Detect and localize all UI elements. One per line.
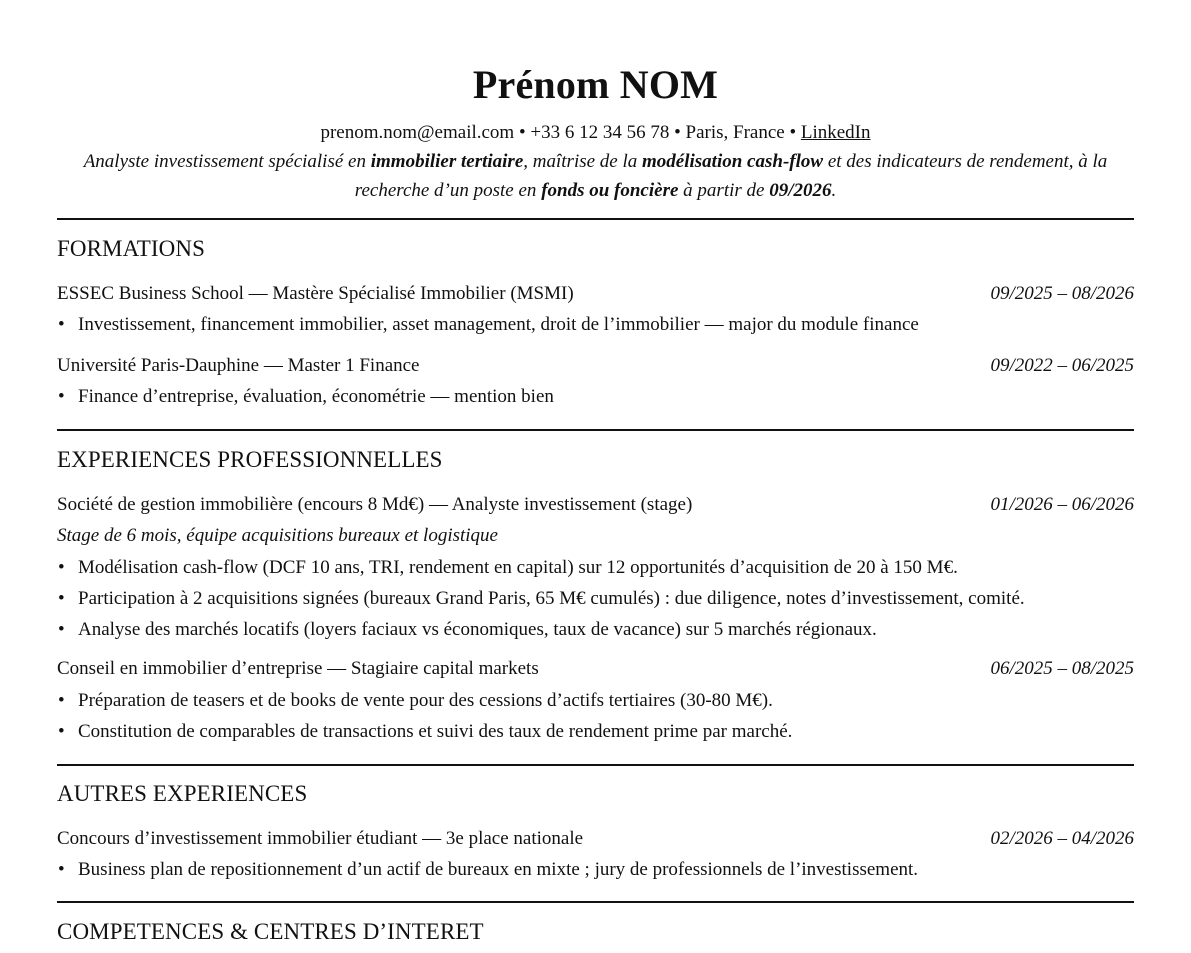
other-experience-entry [57,827,1134,882]
entry-header [57,282,1134,306]
section-divider [57,901,1134,903]
section-title-autres: AUTRES EXPERIENCES [57,781,308,806]
bullet-item: • Finance d’entreprise, évaluation, économétrie — mention bien [57,385,1134,409]
contact-separator: • [518,122,526,143]
summary-highlight: 09/2026 [769,180,832,201]
summary-highlight: immobilier tertiaire [370,151,524,172]
entry-header [57,493,1134,517]
contact-email: prenom.nom@email.com [320,122,515,143]
section-divider [57,218,1134,220]
summary-text: à partir de [678,180,770,201]
summary-text: . [831,180,837,201]
entry-date: 02/2026 – 04/2026 [990,828,1134,849]
contact-location: Paris, France [685,122,785,143]
entry-date: 09/2022 – 06/2025 [990,355,1134,376]
section-title-competences: COMPETENCES & CENTRES D’INTERET [57,919,484,944]
section-divider [57,429,1134,431]
entry-date: 06/2025 – 08/2025 [990,658,1134,679]
experience-entry [57,493,1134,642]
bullet-item: • Préparation de teasers et de books de vente pour des cessions d’actifs tertiaires (30-80 M€). [57,689,1134,713]
entry-date: 01/2026 – 06/2026 [990,494,1134,515]
entry-bullets [57,313,1134,337]
summary-text: et des indicateurs de rendement, à la recherche d’un poste en [354,151,1108,201]
bullet-item: • Constitution de comparables de transactions et suivi des taux de rendement prime par marché. [57,720,1134,744]
entry-bullets [57,556,1134,642]
candidate-name: Prénom NOM [472,62,719,107]
summary-highlight: fonds ou foncière [541,180,679,201]
summary-highlight: modélisation cash-flow [642,151,824,172]
entry-title: Concours d’investissement immobilier étudiant — 3e place nationale [57,828,584,849]
entry-title: Société de gestion immobilière (encours 8 Md€) — Analyste investissement (stage) [57,494,693,515]
entry-title: Université Paris-Dauphine — Master 1 Finance [57,355,420,376]
contact-separator: • [789,122,797,143]
section-title-formations: FORMATIONS [57,236,205,261]
bullet-item: • Participation à 2 acquisitions signées (bureaux Grand Paris, 65 M€ cumulés) : due diligence, notes d’investissement, comité. [57,587,1134,611]
formation-entry [57,282,1134,337]
bullet-item: • Analyse des marchés locatifs (loyers faciaux vs économiques, taux de vacance) sur 5 marchés régionaux. [57,618,1134,642]
entry-title: Conseil en immobilier d’entreprise — Stagiaire capital markets [57,658,539,679]
section-divider [57,764,1134,766]
bullet-item: • Business plan de repositionnement d’un actif de bureaux en mixte ; jury de professionnels de l’investissement. [57,858,1134,882]
experience-entry [57,657,1134,744]
entry-bullets [57,385,1134,409]
entry-header [57,827,1134,851]
entry-header [57,657,1134,681]
entry-subtitle: Stage de 6 mois, équipe acquisitions bureaux et logistique [57,525,498,546]
linkedin-link[interactable]: LinkedIn [800,122,871,143]
summary-text: Analyste investissement spécialisé en [83,151,371,172]
entry-bullets [57,858,1134,882]
contact-phone: +33 6 12 34 56 78 [530,122,670,143]
summary-text: , maîtrise de la [523,151,643,172]
formation-entry [57,354,1134,409]
profile-summary [57,147,1134,205]
entry-bullets [57,689,1134,744]
contact-line [57,121,1134,145]
section-title-experiences: EXPERIENCES PROFESSIONNELLES [57,447,443,472]
contact-separator: • [674,122,681,143]
entry-header [57,354,1134,378]
entry-title: ESSEC Business School — Mastère Spécialisé Immobilier (MSMI) [57,283,574,304]
bullet-item: • Investissement, financement immobilier, asset management, droit de l’immobilier — major du module finance [57,313,1134,337]
bullet-item: • Modélisation cash-flow (DCF 10 ans, TRI, rendement en capital) sur 12 opportunités d’acquisition de 20 à 150 M€. [57,556,1134,580]
entry-date: 09/2025 – 08/2026 [990,283,1134,304]
